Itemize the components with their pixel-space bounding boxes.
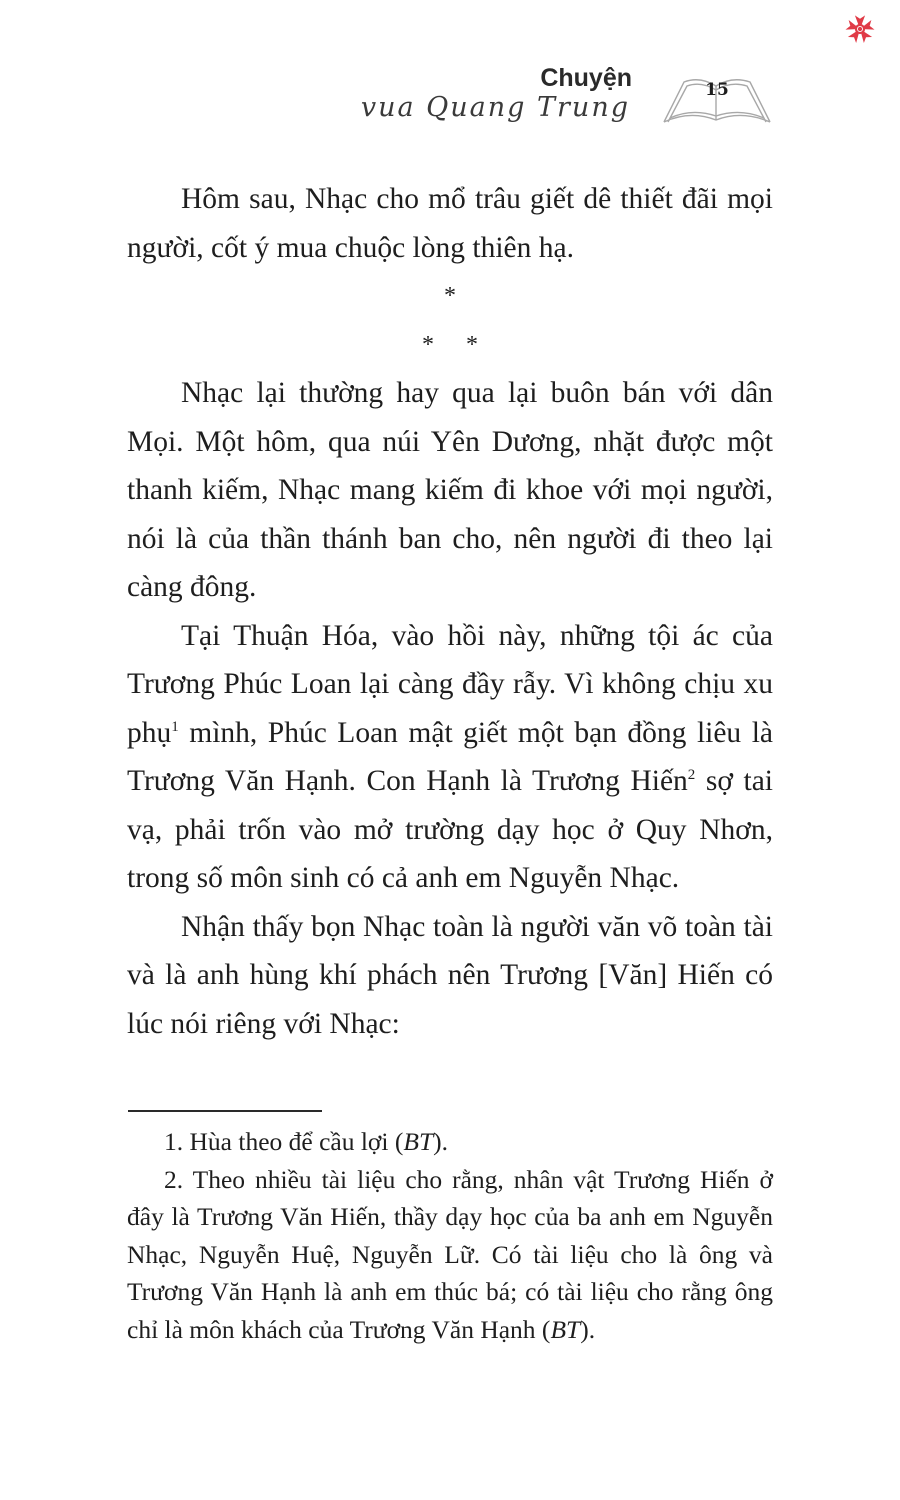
paragraph-2: Nhạc lại thường hay qua lại buôn bán với dân Mọi. Một hôm, qua núi Yên Dương, nhặt được một thanh kiếm, Nhạc mang kiếm đi khoe với mọi người, nói là của thần thánh ban cho, nên người đi theo lại càng đông.: [127, 377, 773, 603]
divider-star-row-2: [127, 321, 773, 370]
footnote-ref-2[interactable]: 2: [687, 767, 696, 784]
footnote-divider: [128, 1110, 322, 1112]
footnote-2: [127, 1161, 773, 1349]
footnote-text: 2. Theo nhiều tài liệu cho rằng, nhân vật Trương Hiến ở đây là Trương Văn Hiến, thầy dạy học của ba anh em Nguyễn Nhạc, Nguyễn Huệ, Nguyễn Lữ. Có tài liệu cho là ông và Trương Văn Hạnh là anh em thúc bá; có tài liệu cho rằng ông chỉ là môn khách của Trương Văn Hạnh (: [127, 1164, 773, 1344]
footnotes: [127, 1123, 773, 1349]
asterisk-icon: *: [444, 283, 456, 309]
paragraph-4: Nhận thấy bọn Nhạc toàn là người văn võ toàn tài và là anh hùng khí phách nên Trương [Văn] Hiến có lúc nói riêng với Nhạc:: [127, 910, 773, 1040]
paragraph-1: Hôm sau, Nhạc cho mổ trâu giết dê thiết đãi mọi người, cốt ý mua chuộc lòng thiên hạ.: [127, 183, 773, 264]
footnote-end: ).: [580, 1314, 596, 1344]
paragraph-3-text: sợ tai vạ, phải trốn vào mở trường dạy học ở Quy Nhơn, trong số môn sinh có cả anh em Nguyễn Nhạc.: [127, 765, 773, 894]
red-flower-logo-icon: [843, 12, 877, 46]
paragraph-3-text: Tại Thuận Hóa, vào hồi này, những tội ác của Trương Phúc Loan lại càng đầy rẫy. Vì không chịu xu phụ: [127, 619, 773, 749]
footnote-source: BT: [403, 1127, 434, 1156]
paragraph-3-text: mình, Phúc Loan mật giết một bạn đồng liêu là Trương Văn Hạnh. Con Hạnh là Trương Hiến: [127, 716, 773, 797]
footnote-ref-1[interactable]: 1: [171, 718, 179, 735]
divider-star-row-1: [127, 272, 773, 321]
running-header-subtitle: vua Quang Trung: [360, 92, 630, 123]
section-divider: [127, 272, 773, 369]
footnote-source: BT: [550, 1314, 581, 1344]
paragraph-3: [127, 612, 773, 903]
page-number: 15: [705, 80, 729, 100]
asterisk-icon: *: [422, 331, 434, 358]
running-header-title: Chuyện: [540, 64, 632, 92]
footnote-text: 1. Hùa theo để cầu lợi (: [164, 1127, 404, 1156]
asterisk-icon: *: [466, 331, 478, 358]
body-text: [127, 175, 773, 1048]
footnote-1: [127, 1123, 773, 1161]
footnote-end: ).: [433, 1127, 449, 1156]
